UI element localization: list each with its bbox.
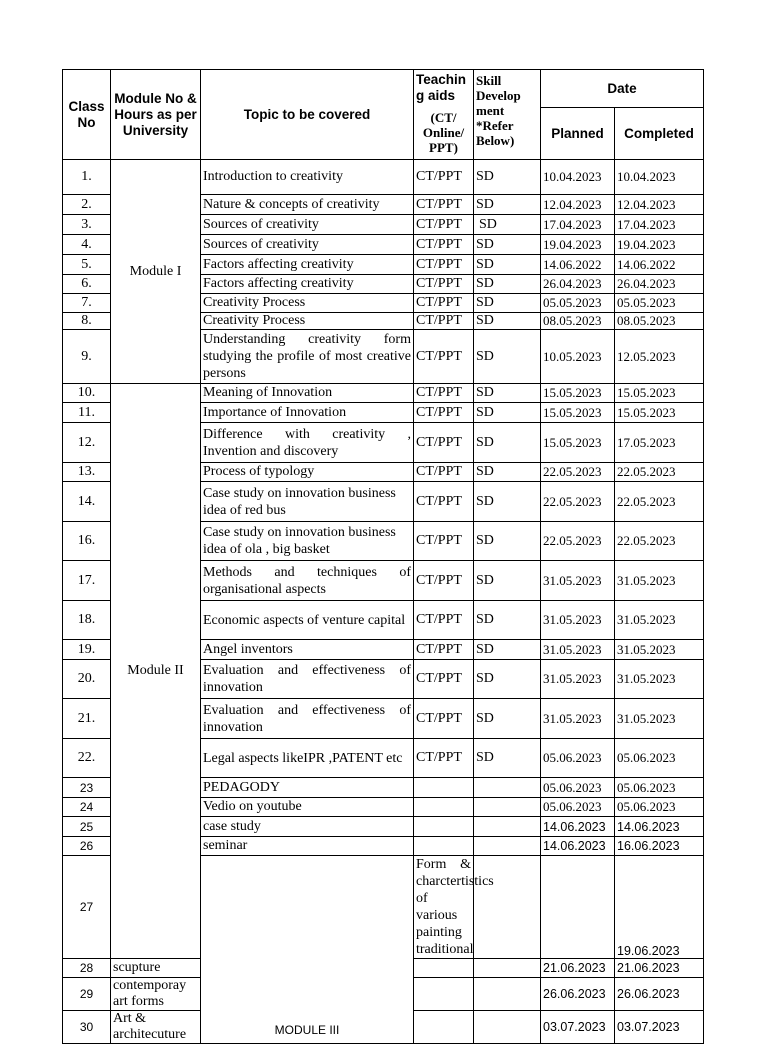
- skill: SD: [474, 423, 541, 463]
- skill: SD: [474, 313, 541, 330]
- teaching-aids: CT/PPT: [414, 699, 474, 739]
- topic: Creativity Process: [201, 313, 414, 330]
- skill: SD: [474, 255, 541, 275]
- skill: [474, 959, 541, 978]
- skill: [474, 837, 541, 856]
- planned-date: 08.05.2023: [541, 313, 615, 330]
- completed-date: 12.05.2023: [615, 330, 704, 384]
- topic: Evaluation and effectiveness of innovation: [201, 699, 414, 739]
- header-planned: Planned: [541, 108, 615, 160]
- completed-date: 22.05.2023: [615, 482, 704, 522]
- planned-date: 10.05.2023: [541, 330, 615, 384]
- planned-date: 15.05.2023: [541, 384, 615, 403]
- completed-date: 15.05.2023: [615, 403, 704, 423]
- class-no: 12.: [63, 423, 111, 463]
- completed-date: 31.05.2023: [615, 699, 704, 739]
- topic: Evaluation and effectiveness of innovation: [201, 660, 414, 699]
- skill: SD: [474, 294, 541, 313]
- table-row: [63, 160, 704, 195]
- module-cell: MODULE III: [201, 856, 414, 1044]
- skill: SD: [474, 160, 541, 195]
- planned-date: 19.06.2023: [615, 856, 704, 959]
- lesson-plan-table: [62, 69, 704, 1044]
- class-no: 26: [63, 837, 111, 856]
- completed-date: 12.04.2023: [615, 195, 704, 215]
- class-no: 7.: [63, 294, 111, 313]
- topic: Economic aspects of venture capital: [201, 601, 414, 640]
- teaching-aids: [414, 798, 474, 817]
- skill: SD: [474, 330, 541, 384]
- completed-date: 31.05.2023: [615, 640, 704, 660]
- planned-date: 15.05.2023: [541, 423, 615, 463]
- teaching-aids: CT/PPT: [414, 423, 474, 463]
- completed-date: 26.06.2023: [615, 978, 704, 1011]
- topic: Introduction to creativity: [201, 160, 414, 195]
- teaching-aids: CT/PPT: [414, 294, 474, 313]
- completed-date: 05.06.2023: [615, 798, 704, 817]
- topic: Art & architecuture: [111, 1011, 201, 1044]
- teaching-aids: CT/PPT: [414, 522, 474, 561]
- skill: SD: [474, 739, 541, 778]
- skill: SD: [474, 384, 541, 403]
- class-no: 5.: [63, 255, 111, 275]
- completed-date: 17.04.2023: [615, 215, 704, 235]
- planned-date: 14.06.2023: [541, 817, 615, 837]
- class-no: 21.: [63, 699, 111, 739]
- topic: PEDAGODY: [201, 778, 414, 798]
- planned-date: 14.06.2023: [541, 837, 615, 856]
- skill: [474, 978, 541, 1011]
- skill: [474, 778, 541, 798]
- completed-date: 31.05.2023: [615, 601, 704, 640]
- skill: SD: [474, 275, 541, 294]
- topic: Importance of Innovation: [201, 403, 414, 423]
- completed-date: 22.05.2023: [615, 463, 704, 482]
- planned-date: 10.04.2023: [541, 160, 615, 195]
- topic: Vedio on youtube: [201, 798, 414, 817]
- topic: case study: [201, 817, 414, 837]
- skill: SD: [474, 235, 541, 255]
- completed-date: 16.06.2023: [615, 837, 704, 856]
- teaching-aids: [414, 778, 474, 798]
- planned-date: 26.04.2023: [541, 275, 615, 294]
- planned-date: 31.05.2023: [541, 601, 615, 640]
- completed-date: 05.06.2023: [615, 778, 704, 798]
- topic: Form & charctertistics of various painting traditional: [414, 856, 474, 959]
- topic: scupture: [111, 959, 201, 978]
- teaching-aids: CT/PPT: [414, 235, 474, 255]
- skill: [541, 856, 615, 959]
- teaching-aids: CT/PPT: [414, 640, 474, 660]
- topic: Factors affecting creativity: [201, 255, 414, 275]
- topic: Case study on innovation business idea of red bus: [201, 482, 414, 522]
- header-teaching-aids-sub: (CT/ Online/ PPT): [414, 108, 474, 160]
- teaching-aids: CT/PPT: [414, 739, 474, 778]
- topic: Process of typology: [201, 463, 414, 482]
- class-no: 27: [63, 856, 111, 959]
- skill: SD: [474, 215, 541, 235]
- completed-date: 26.04.2023: [615, 275, 704, 294]
- teaching-aids: CT/PPT: [414, 330, 474, 384]
- topic: Methods and techniques of organisational aspects: [201, 561, 414, 601]
- completed-date: 05.06.2023: [615, 739, 704, 778]
- class-no: 4.: [63, 235, 111, 255]
- skill: SD: [474, 463, 541, 482]
- planned-date: 05.06.2023: [541, 739, 615, 778]
- topic: Legal aspects likeIPR ,PATENT etc: [201, 739, 414, 778]
- planned-date: 05.05.2023: [541, 294, 615, 313]
- teaching-aids: CT/PPT: [414, 275, 474, 294]
- class-no: 29: [63, 978, 111, 1011]
- completed-date: 05.05.2023: [615, 294, 704, 313]
- class-no: 23: [63, 778, 111, 798]
- skill: SD: [474, 660, 541, 699]
- planned-date: 22.05.2023: [541, 482, 615, 522]
- class-no: 30: [63, 1011, 111, 1044]
- teaching-aids: CT/PPT: [414, 313, 474, 330]
- class-no: 16.: [63, 522, 111, 561]
- module-cell: Module II: [111, 384, 201, 959]
- teaching-aids: CT/PPT: [414, 660, 474, 699]
- planned-date: 15.05.2023: [541, 403, 615, 423]
- skill: SD: [474, 561, 541, 601]
- class-no: 20.: [63, 660, 111, 699]
- topic: Factors affecting creativity: [201, 275, 414, 294]
- header-date: Date: [541, 70, 704, 108]
- class-no: 3.: [63, 215, 111, 235]
- completed-date: 17.05.2023: [615, 423, 704, 463]
- teaching-aids: CT/PPT: [414, 482, 474, 522]
- topic: Case study on innovation business idea of ola , big basket: [201, 522, 414, 561]
- topic: Creativity Process: [201, 294, 414, 313]
- class-no: 13.: [63, 463, 111, 482]
- topic: Meaning of Innovation: [201, 384, 414, 403]
- planned-date: 05.06.2023: [541, 798, 615, 817]
- teaching-aids: [414, 978, 474, 1011]
- class-no: 18.: [63, 601, 111, 640]
- header-module: Module No & Hours as per University: [111, 70, 201, 160]
- completed-date: 22.05.2023: [615, 522, 704, 561]
- planned-date: 31.05.2023: [541, 561, 615, 601]
- class-no: 25: [63, 817, 111, 837]
- planned-date: 17.04.2023: [541, 215, 615, 235]
- topic: Difference with creativity , Invention and discovery: [201, 423, 414, 463]
- table-row: [63, 384, 704, 403]
- class-no: 11.: [63, 403, 111, 423]
- planned-date: 19.04.2023: [541, 235, 615, 255]
- planned-date: 22.05.2023: [541, 522, 615, 561]
- planned-date: 26.06.2023: [541, 978, 615, 1011]
- class-no: 8.: [63, 313, 111, 330]
- class-no: 1.: [63, 160, 111, 195]
- teaching-aids: CT/PPT: [414, 195, 474, 215]
- topic: Sources of creativity: [201, 215, 414, 235]
- teaching-aids: CT/PPT: [414, 160, 474, 195]
- skill: [474, 817, 541, 837]
- topic: Understanding creativity form studying the profile of most creative persons: [201, 330, 414, 384]
- skill: SD: [474, 699, 541, 739]
- planned-date: 12.04.2023: [541, 195, 615, 215]
- planned-date: 31.05.2023: [541, 660, 615, 699]
- header-class-no: Class No: [63, 70, 111, 160]
- skill: SD: [474, 403, 541, 423]
- completed-date: 31.05.2023: [615, 660, 704, 699]
- teaching-aids: [414, 837, 474, 856]
- class-no: 19.: [63, 640, 111, 660]
- skill: SD: [474, 601, 541, 640]
- completed-date: 15.05.2023: [615, 384, 704, 403]
- teaching-aids: CT/PPT: [414, 384, 474, 403]
- completed-date: 14.06.2022: [615, 255, 704, 275]
- teaching-aids: CT/PPT: [414, 255, 474, 275]
- header-completed: Completed: [615, 108, 704, 160]
- teaching-aids: CT/PPT: [414, 463, 474, 482]
- class-no: 28: [63, 959, 111, 978]
- planned-date: 22.05.2023: [541, 463, 615, 482]
- topic: seminar: [201, 837, 414, 856]
- skill: SD: [474, 522, 541, 561]
- teaching-aids: CT/PPT: [414, 601, 474, 640]
- skill: [474, 1011, 541, 1044]
- class-no: 14.: [63, 482, 111, 522]
- class-no: 24: [63, 798, 111, 817]
- class-no: 2.: [63, 195, 111, 215]
- skill: SD: [474, 195, 541, 215]
- header-skill-development: Skill Develop ment *Refer Below): [474, 70, 541, 160]
- teaching-aids: CT/PPT: [414, 215, 474, 235]
- completed-date: 31.05.2023: [615, 561, 704, 601]
- completed-date: 14.06.2023: [615, 817, 704, 837]
- topic: Sources of creativity: [201, 235, 414, 255]
- completed-date: 10.04.2023: [615, 160, 704, 195]
- planned-date: 31.05.2023: [541, 640, 615, 660]
- teaching-aids: [414, 1011, 474, 1044]
- planned-date: 14.06.2022: [541, 255, 615, 275]
- completed-date: 03.07.2023: [615, 1011, 704, 1044]
- teaching-aids: CT/PPT: [414, 561, 474, 601]
- class-no: 10.: [63, 384, 111, 403]
- teaching-aids: CT/PPT: [414, 403, 474, 423]
- teaching-aids: [474, 856, 541, 959]
- completed-date: 19.04.2023: [615, 235, 704, 255]
- teaching-aids: [414, 817, 474, 837]
- class-no: 22.: [63, 739, 111, 778]
- completed-date: 08.05.2023: [615, 313, 704, 330]
- planned-date: 03.07.2023: [541, 1011, 615, 1044]
- skill: SD: [474, 640, 541, 660]
- class-no: 9.: [63, 330, 111, 384]
- planned-date: 21.06.2023: [541, 959, 615, 978]
- header-topic: Topic to be covered: [201, 70, 414, 160]
- skill: [474, 798, 541, 817]
- teaching-aids: [414, 959, 474, 978]
- skill: SD: [474, 482, 541, 522]
- planned-date: 31.05.2023: [541, 699, 615, 739]
- completed-date: 21.06.2023: [615, 959, 704, 978]
- topic: contemporay art forms: [111, 978, 201, 1011]
- module-cell: Module I: [111, 160, 201, 384]
- topic: Nature & concepts of creativity: [201, 195, 414, 215]
- class-no: 6.: [63, 275, 111, 294]
- planned-date: 05.06.2023: [541, 778, 615, 798]
- topic: Angel inventors: [201, 640, 414, 660]
- class-no: 17.: [63, 561, 111, 601]
- header-teaching-aids: Teachin g aids: [414, 70, 474, 108]
